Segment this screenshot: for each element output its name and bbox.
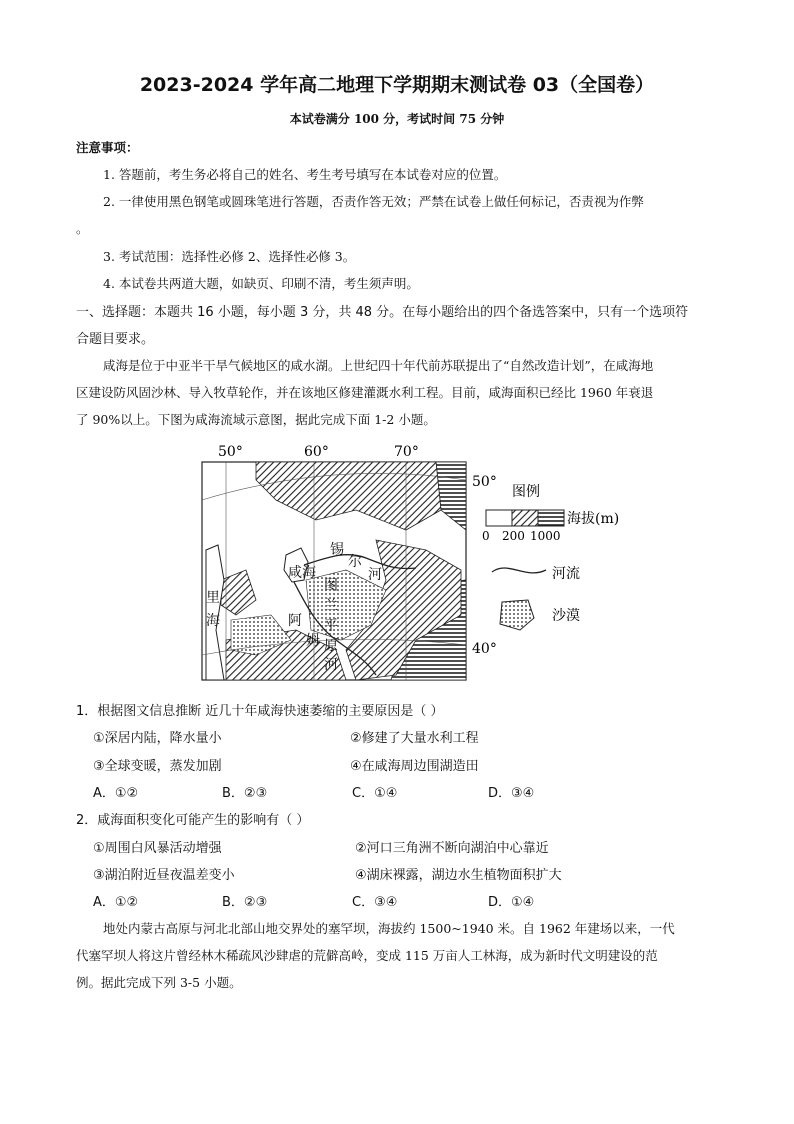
question-1-statement-1: ①深居内陆，降水量小 bbox=[93, 731, 222, 746]
legend-desert-label: 沙漠 bbox=[552, 608, 580, 624]
notice-item-4: 4. 本试卷共两道大题，如缺页、印刷不清，考生须声明。 bbox=[103, 276, 419, 291]
map-legend bbox=[482, 484, 619, 630]
label-tur-4: 原 bbox=[324, 638, 338, 654]
question-2-choice-c[interactable]: C．③④ bbox=[352, 895, 398, 910]
passage-1-line-3: 了 90%以上。下图为咸海流域示意图，据此完成下面 1-2 小题。 bbox=[76, 412, 436, 427]
lon-label-70: 70° bbox=[394, 444, 419, 460]
notice-item-2-cont: 。 bbox=[76, 221, 89, 236]
legend-desert-swatch bbox=[500, 600, 534, 630]
passage-2-line-2: 代塞罕坝人将这片曾经林木稀疏风沙肆虐的荒僻高岭，变成 115 万亩人工林海，成为新时代文明建设的范 bbox=[76, 948, 658, 963]
legend-tick-0: 0 bbox=[482, 529, 490, 543]
label-syr-1: 锡 bbox=[330, 542, 344, 558]
passage-2-line-1: 地处内蒙古高原与河北北部山地交界处的塞罕坝，海拔约 1500~1940 米。自 1962 年建场以来，一代 bbox=[103, 921, 675, 936]
lat-label-50: 50° bbox=[472, 474, 497, 490]
label-aral-2: 海 bbox=[302, 565, 316, 581]
label-caspian-2: 海 bbox=[206, 613, 220, 629]
passage-1-line-2: 区建设防风固沙林、导入牧草轮作，并在该地区修建灌溉水利工程。目前，咸海面积已经比 1960 年衰退 bbox=[76, 385, 654, 400]
question-1-choice-d[interactable]: D．③④ bbox=[488, 786, 535, 801]
section-1-instruction-cont: 合题目要求。 bbox=[76, 332, 155, 347]
passage-1-line-1: 咸海是位于中亚半干旱气候地区的咸水湖。上世纪四十年代前苏联提出了“自然改造计划”，在咸海地 bbox=[103, 358, 654, 373]
legend-elevation-label: 海拔(m) bbox=[567, 511, 620, 527]
notice-item-3: 3. 考试范围：选择性必修 2、选择性必修 3。 bbox=[103, 249, 356, 264]
lon-label-50: 50° bbox=[218, 444, 243, 460]
question-1-choice-c[interactable]: C．①④ bbox=[352, 786, 398, 801]
label-tur-3: 平 bbox=[324, 618, 338, 634]
passage-2-line-3: 例。据此完成下列 3-5 小题。 bbox=[76, 975, 242, 990]
page-title: 2023-2024 学年高二地理下学期期末测试卷 03（全国卷） bbox=[139, 74, 655, 96]
question-1-statement-4: ④在咸海周边围湖造田 bbox=[350, 759, 479, 774]
question-2-statement-4: ④湖床裸露，湖边水生植物面积扩大 bbox=[355, 868, 562, 883]
question-1-stem: 1．根据图文信息推断 近几十年咸海快速萎缩的主要原因是（ ） bbox=[76, 704, 444, 719]
notice-item-1: 1. 答题前，考生务必将自己的姓名、考生考号填写在本试卷对应的位置。 bbox=[103, 167, 507, 182]
question-1-statement-3: ③全球变暖，蒸发加剧 bbox=[93, 759, 222, 774]
label-aral-1: 咸 bbox=[288, 565, 302, 581]
question-1-choice-a[interactable]: A．①② bbox=[93, 786, 139, 801]
legend-tick-1000: 1000 bbox=[530, 529, 561, 543]
lat-label-40: 40° bbox=[472, 641, 497, 657]
question-1-statement-2: ②修建了大量水利工程 bbox=[350, 731, 479, 746]
label-amu-3: 河 bbox=[324, 657, 338, 673]
notice-item-2: 2. 一律使用黑色钢笔或圆珠笔进行答题，否责作答无效；严禁在试卷上做任何标记，否责视为作弊 bbox=[103, 194, 644, 209]
legend-river-label: 河流 bbox=[552, 566, 580, 582]
label-caspian-1: 里 bbox=[206, 590, 220, 606]
label-amu-2: 姆 bbox=[306, 633, 320, 649]
lon-label-60: 60° bbox=[304, 444, 329, 460]
aral-sea-basin-map bbox=[196, 440, 626, 682]
notice-heading: 注意事项： bbox=[76, 140, 139, 155]
question-2-choice-b[interactable]: B．②③ bbox=[222, 895, 268, 910]
question-2-statement-1: ①周围白风暴活动增强 bbox=[93, 841, 222, 856]
exam-info: 本试卷满分 100 分，考试时间 75 分钟 bbox=[289, 112, 505, 126]
question-2-choice-a[interactable]: A．①② bbox=[93, 895, 139, 910]
question-2-stem: 2．咸海面积变化可能产生的影响有（ ） bbox=[76, 813, 310, 828]
question-2-statement-3: ③湖泊附近昼夜温差变小 bbox=[93, 868, 235, 883]
legend-tick-200: 200 bbox=[502, 529, 525, 543]
label-amu-1: 阿 bbox=[288, 613, 302, 629]
question-1-choice-b[interactable]: B．②③ bbox=[222, 786, 268, 801]
question-2-statement-2: ②河口三角洲不断向湖泊中心靠近 bbox=[355, 841, 549, 856]
label-syr-2: 尔 bbox=[348, 554, 362, 570]
legend-river-swatch bbox=[492, 568, 546, 573]
section-1-instruction: 一、选择题：本题共 16 小题，每小题 3 分，共 48 分。在每小题给出的四个备选答案中，只有一个选项符 bbox=[76, 305, 689, 320]
legend-title: 图例 bbox=[512, 484, 540, 500]
label-syr-3: 河 bbox=[368, 567, 382, 583]
question-2-choice-d[interactable]: D．①④ bbox=[488, 895, 535, 910]
label-tur-1: 图 bbox=[324, 578, 338, 594]
label-tur-2: 兰 bbox=[324, 598, 338, 614]
